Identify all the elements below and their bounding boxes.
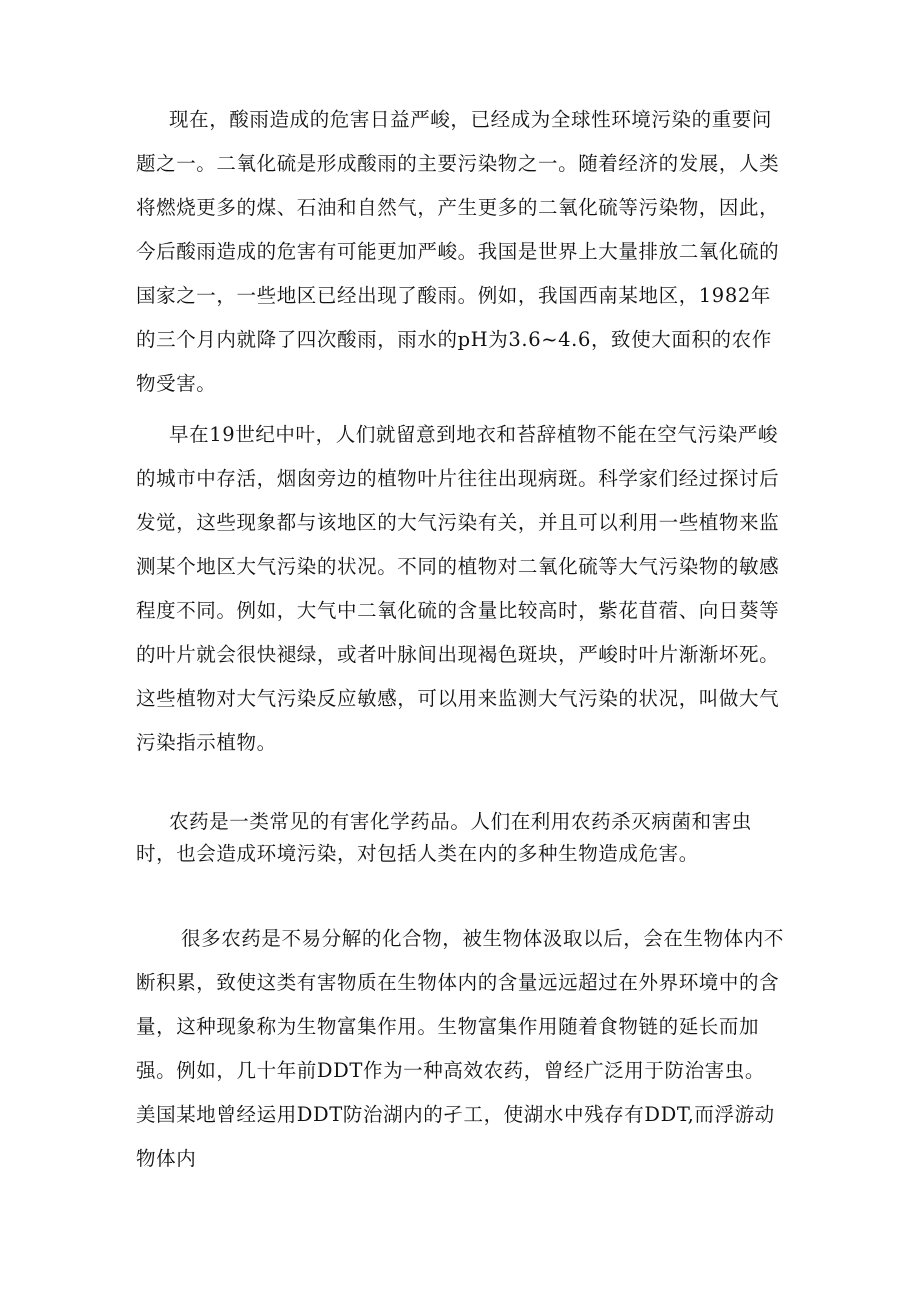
- paragraph-bioaccumulation: 很多农药是不易分解的化合物，被生物体汲取以后，会在生物体内不断积累，致使这类有害物质在生物体内的含量远远超过在外界环境中的含量，这种现象称为生物富集作用。生物富集作用随着食物链的延长而加强。例如，几十年前DDT作为一种高效农药，曾经广泛用于防治害虫。美国某地曾经运用DDT防治湖内的孑工，使湖水中残存有DDT,而浮游动物体内: [136, 927, 785, 1170]
- paragraph-acid-rain: 现在，酸雨造成的危害日益严峻，已经成为全球性环境污染的重要问题之一。二氧化硫是形成酸雨的主要污染物之一。随着经济的发展，人类将燃烧更多的煤、石油和自然气，产生更多的二氧化硫等污染物，因此，今后酸雨造成的危害有可能更加严峻。我国是世界上大量排放二氧化硫的国家之一，一些地区已经出现了酸雨。例如，我国西南某地区，1982年的三个月内就降了四次酸雨，雨水的pH为3.6~4.6，致使大面积的农作物受害。: [136, 108, 780, 395]
- paragraph-pesticides: 农药是一类常见的有害化学药品。人们在利用农药杀灭病菌和害虫时，也会造成环境污染，对包括人类在内的多种生物造成危害。: [136, 810, 752, 865]
- paragraph-indicator-plants: 早在19世纪中叶，人们就留意到地衣和苔辞植物不能在空气污染严峻的城市中存活，烟囱旁边的植物叶片往往出现病斑。科学家们经过探讨后发觉，这些现象都与该地区的大气污染有关，并且可以利用一些植物来监测某个地区大气污染的状况。不同的植物对二氧化硫等大气污染物的敏感程度不同。例如，大气中二氧化硫的含量比较高时，紫花苜蓿、向日葵等的叶片就会很快褪绿，或者叶脉间出现褐色斑块，严峻时叶片渐渐坏死。这些植物对大气污染反应敏感，可以用来监测大气污染的状况，叫做大气污染指示植物。: [136, 423, 780, 754]
